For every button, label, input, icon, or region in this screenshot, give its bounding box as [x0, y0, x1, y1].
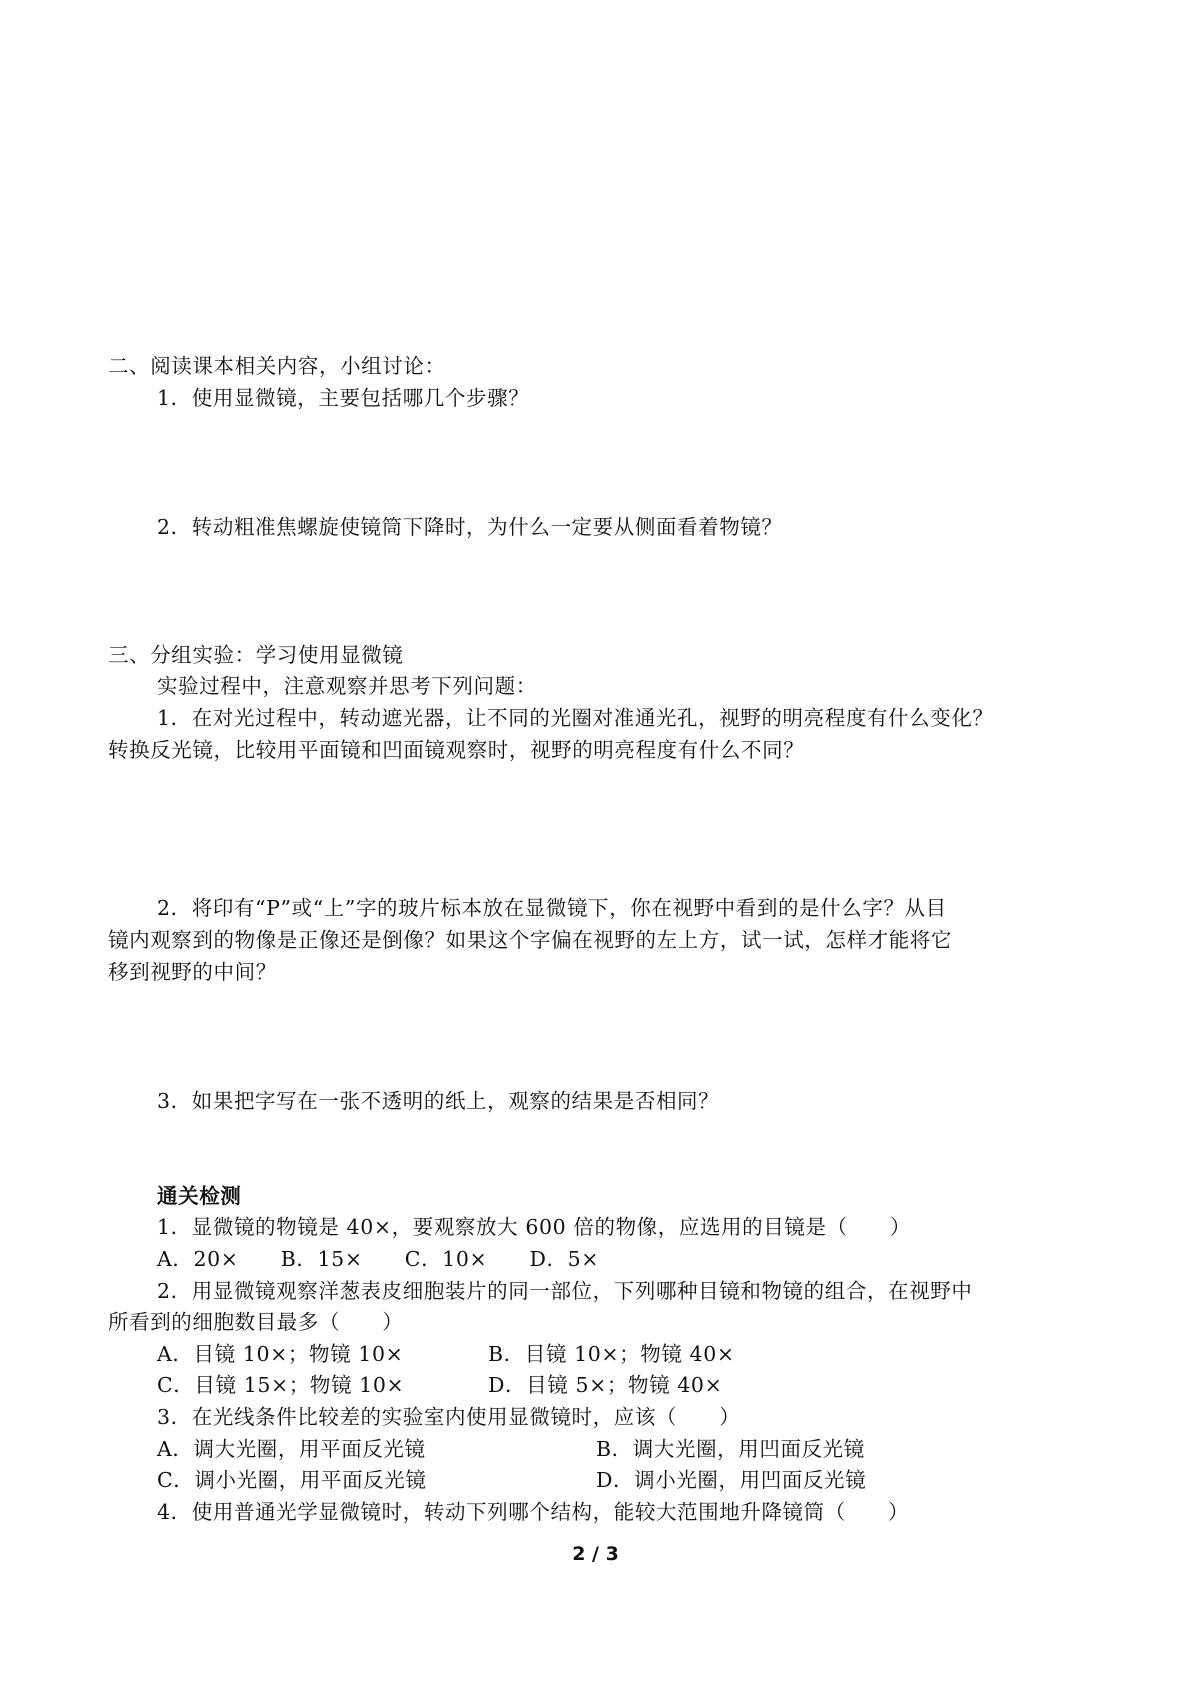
- section3-question-3: 3．如果把字写在一张不透明的纸上，观察的结果是否相同？: [157, 1089, 720, 1113]
- section2-heading: 二、阅读课本相关内容，小组讨论：: [108, 354, 446, 378]
- section3-intro: 实验过程中，注意观察并思考下列问题：: [157, 674, 537, 698]
- test-question-3: 3．在光线条件比较差的实验室内使用显微镜时，应该（ ）: [157, 1405, 741, 1429]
- test-question-4: 4．使用普通光学显微镜时，转动下列哪个结构，能较大范围地升降镜筒（ ）: [157, 1500, 910, 1524]
- test-question-3-option-d: D．调小光圈，用凹面反光镜: [596, 1468, 867, 1492]
- section3-question-1-line-2: 转换反光镜，比较用平面镜和凹面镜观察时，视野的明亮程度有什么不同？: [108, 738, 805, 762]
- test-question-2-option-a: A．目镜 10×；物镜 10×: [157, 1342, 404, 1366]
- test-question-2-option-b: B．目镜 10×；物镜 40×: [488, 1342, 735, 1366]
- test-question-1-options: A．20× B．15× C．10× D．5×: [157, 1247, 599, 1271]
- section3-heading: 三、分组实验：学习使用显微镜: [108, 643, 404, 667]
- test-question-2-option-d: D．目镜 5×；物镜 40×: [488, 1373, 723, 1397]
- section2-question-2: 2．转动粗准焦螺旋使镜筒下降时，为什么一定要从侧面看着物镜？: [157, 515, 783, 539]
- section2-question-1: 1．使用显微镜，主要包括哪几个步骤？: [157, 386, 530, 410]
- test-question-3-option-a: A．调大光圈，用平面反光镜: [157, 1437, 426, 1461]
- test-question-1: 1．显微镜的物镜是 40×，要观察放大 600 倍的物像，应选用的目镜是（ ）: [157, 1215, 911, 1239]
- test-question-3-option-b: B．调大光圈，用凹面反光镜: [596, 1437, 865, 1461]
- section3-question-2-line-3: 移到视野的中间？: [108, 960, 277, 984]
- section3-question-1-line-1: 1．在对光过程中，转动遮光器，让不同的光圈对准通光孔，视野的明亮程度有什么变化？: [157, 706, 994, 730]
- page-number: 2 / 3: [572, 1543, 619, 1565]
- test-question-3-option-c: C．调小光圈，用平面反光镜: [157, 1468, 427, 1492]
- section3-question-2-line-1: 2．将印有“P”或“上”字的玻片标本放在显微镜下，你在视野中看到的是什么字？从目: [157, 896, 947, 920]
- test-heading: 通关检测: [157, 1184, 242, 1208]
- test-question-2-option-c: C．目镜 15×；物镜 10×: [157, 1373, 405, 1397]
- test-question-2-line-1: 2．用显微镜观察洋葱表皮细胞装片的同一部位，下列哪种目镜和物镜的组合，在视野中: [157, 1279, 973, 1303]
- test-question-2-line-2: 所看到的细胞数目最多（ ）: [108, 1310, 404, 1334]
- section3-question-2-line-2: 镜内观察到的物像是正像还是倒像？如果这个字偏在视野的左上方，试一试，怎样才能将它: [108, 928, 952, 952]
